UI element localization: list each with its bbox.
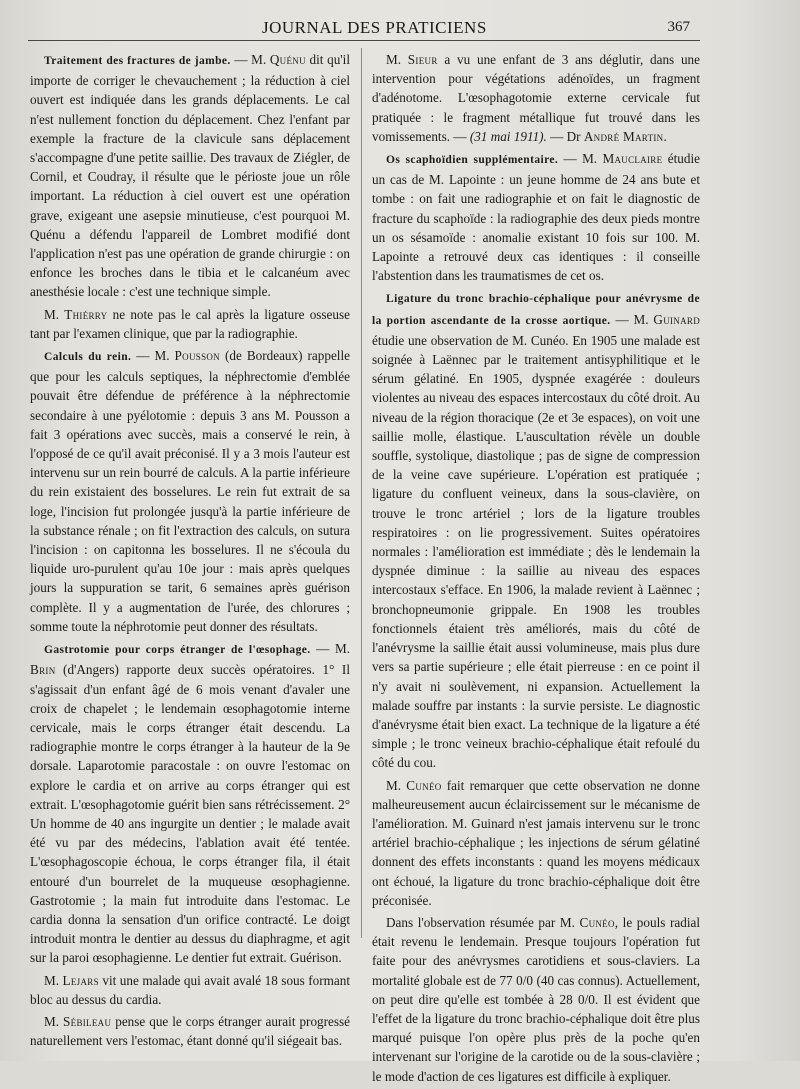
author-name: Quénu: [269, 52, 306, 67]
paragraph-observation: Dans l'observation résumée par M. Cunéo, le pouls radial était revenu le lendemain. Presque toujours l'opération fut faite pour des anévrysmes carotidiens et sous-claviers. La mortalité globale est de 77 0/0 (40 cas connus). Actuellement, on peut dire qu'elle est tombée à 28 0/0. Il est évident que l'effet de la ligature du tronc brachio-céphalique doit être plus marqué puisque l'on opère plus près de la poche qu'en intervenant sur l'origine de la carotide ou de la sous-clavière ; le mode d'action de ces ligatures est difficile à expliquer.: [372, 914, 700, 1084]
author-name: Sieur: [407, 52, 438, 67]
article-fractures-jambe: Traitement des fractures de jambe. — M. Quénu dit qu'il importe de corriger le chevauchement ; la réduction à ciel ouvert est indiquée dans les grands déplacements. Le cal n'est nullement fonction du déplacement. Chez l'enfant par exemple la fracture de la clavicule sans déplacement s'accompagne d'une petite saillie. Des travaux de Ziégler, de Cornil, et Coudray, il résulte que le périoste joue un rôle important. La réduction à ciel ouvert est une opération grave, exigeant une asepsie minutieuse, c'est pourquoi M. Quénu a défendu l'appareil de Lombret modifié dont l'application n'est pas une opération de grande chirurgie : on enfonce les broches dans le tibia et le calcanéum avec anesthésie locale : c'est une technique simple.: [30, 52, 350, 300]
paragraph-text: , le pouls radial était revenu le lendemain. Presque toujours l'opération fut faite pour des anévrysmes carotidiens et sous-claviers. La mortalité globale est de 77 0/0 (40 cas connus). Actuellement, on peut dire qu'elle est tombée à 28 0/0. Il est évident que l'effet de la ligature du tronc brachio-céphalique doit être plus marqué puisque l'on opère plus près de la poche qu'en intervenant sur l'origine de la carotide ou de la sous-clavière ; le mode d'action de ces ligatures est difficile à expliquer.: [372, 914, 700, 1084]
column-divider: [361, 48, 362, 938]
author-name: Guinard: [653, 311, 701, 327]
heading-os-scaphoidien: Os scaphoïdien supplémentaire.: [386, 154, 559, 167]
author-name: Mauclaire: [602, 151, 663, 167]
paragraph-text: pense que le corps étranger aurait progressé naturellement vers l'estomac, étant donné qu'il siégeait bas.: [30, 1013, 350, 1049]
paragraph-text: dit qu'il importe de corriger le chevauchement ; la réduction à ciel ouvert est indiquée dans les grands déplacements. Le cal n'est nullement fonction du déplacement. Chez l'enfant par exemple la fracture de la clavicule sans déplacement s'accompagne d'une petite saillie. Des travaux de Ziégler, de Cornil, et Coudray, il résulte que le périoste joue un rôle important. La réduction à ciel ouvert est une opération grave, exigeant une asepsie minutieuse, c'est pourquoi M. Quénu a défendu l'appareil de Lombret modifié dont l'application n'est pas une opération de grande chirurgie : on enfonce les broches dans le tibia et le calcanéum avec anesthésie locale : c'est une technique simple.: [30, 52, 350, 300]
author-name: Lejars: [62, 972, 99, 988]
author-name: Sébileau: [63, 1013, 112, 1029]
paragraph-text: (d'Angers) rapporte deux succès opératoires. 1° Il s'agissait d'un enfant âgé de 6 mois venant d'avaler une croix de chapelet ; le lendemain œsophagotomie interne cervicale, mais le corps étranger était descendu. La radiographie montre le corps étranger à la hauteur de la 9e dorsale. Laparotomie paracostale : on ouvre l'estomac on explore le cardia et on arrive au corps étranger qui est extrait. L'œsophagotomie guérit bien sans rétrécissement. 2° Un homme de 40 ans ingurgite un dentier ; le malade avait été vu par des médecins, l'ablation avait été tentée. L'œsophagoscopie échoua, le corps étranger fila, il était entouré d'un bourrelet de la muqueuse œsophagienne. Gastrotomie ; la main fut introduite dans l'estomac. Le cardia donna la sensation d'un orifice contracté. Le doigt introduit montra le dentier au dessus du diaphragme, et agit sur la paroi œsophagienne. Le dentier fut extrait. Guérison.: [30, 662, 350, 966]
article-os-scaphoidien: Os scaphoïdien supplémentaire. — M. Mauclaire étudie un cas de M. Lapointe : un jeune homme de 24 ans bute et tombe : on fait une radiographie et on fait le diagnostic de fracture du scaphoïde : la radiographie des deux pieds montre un os sésamoïde : anomalie existant 10 fois sur 100. M. Lapointe a retrouvé deux cas identiques : il conseille l'abstention dans les traumatismes de cet os.: [372, 151, 700, 284]
paragraph-text: ne note pas le cal après la ligature osseuse tant par l'examen clinique, que par la radiographie.: [30, 306, 350, 341]
paragraph-sebileau: M. Sébileau pense que le corps étranger aurait progressé naturellement vers l'estomac, étant donné qu'il siégeait bas.: [30, 1013, 350, 1049]
paragraph-cuneo-remark: M. Cunéo fait remarquer que cette observation ne donne malheureusement aucun éclaircissement sur le mécanisme de l'amélioration. M. Guinard n'est jamais intervenu sur le tronc artériel brachio-céphalique ; les injections de sérum gélatiné donnent des effets inconstants : quand les moyens médicaux ont échoué, la ligature du tronc brachio-céphalique doit être préconisée.: [372, 777, 700, 908]
header-rule: [28, 40, 700, 41]
heading-gastrotomie: Gastrotomie pour corps étranger de l'œsophage.: [44, 644, 311, 657]
paragraph-sieur: M. Sieur a vu une enfant de 3 ans déglutir, dans une intervention pour végétations adénoïdes, un fragment d'adénotome. L'œsophagotomie externe cervicale fut pratiquée : le fragment métallique fut trouvé dans les vomissements. — (31 mai 1911). — Dr André Martin.: [372, 52, 700, 144]
signature: André Martin.: [583, 128, 668, 144]
paragraph-text: vit une malade qui avait avalé 18 sous formant bloc au dessus du cardia.: [30, 972, 350, 1007]
right-column: [372, 50, 700, 1089]
paragraph-text: étudie un cas de M. Lapointe : un jeune homme de 24 ans bute et tombe : on fait une radiographie et on fait le diagnostic de fracture du scaphoïde : la radiographie des deux pieds montre un os sésamoïde : anomalie existant 10 fois sur 100. M. Lapointe a retrouvé deux cas identiques : il conseille l'abstention dans les traumatismes de cet os.: [372, 151, 700, 284]
paragraph-thierry: M. Thiérry ne note pas le cal après la ligature osseuse tant par l'examen clinique, que par la radiographie.: [30, 306, 350, 341]
paragraph-lejars: M. Lejars vit une malade qui avait avalé 18 sous formant bloc au dessus du cardia.: [30, 972, 350, 1007]
author-name: Brin: [30, 662, 56, 678]
paragraph-text: étudie une observation de M. Cunéo. En 1905 une malade est soignée à Laënnec par le traitement antisyphilitique et le sérum gélatiné. En 1905, dyspnée exagérée : douleurs violentes au niveau des espaces intercostaux du côté droit. Au niveau de la région thoracique (2e et 3e espaces), on voit une saillie molle, élastique. L'auscultation révèle un double souffle, systolique, diastolique ; pas de signe de compression de la veine cave supérieure. L'opération est pratiquée ; ligature du confluent veineux, dans la sous-clavière, on trouve le tronc artériel ; lors de la ligature troubles respiratoires : on lie progressivement. Suites opératoires normales : l'amélioration est immédiate ; dès le lendemain la dyspnée diminue : la saillie au niveau des espaces intercostaux s'efface. En 1906, la malade revient à Laënnec ; bronchopneumonie grippale. En 1908 les troubles fonctionnels étaient très améliorés, mais du côté de l'anévrysme la saillie était aussi volumineuse, mais plus dure vers sa partie supérieure ; elle était pierreuse : en ce point il n'y avait ni soulèvement, ni expansion. Actuellement la malade souffre par instants : la survie persiste. Le diagnostic d'anévrysme était bien exact. La technique de la ligature a été simple ; le tronc veineux brachio-céphalique était refoulé du côté du cou.: [372, 332, 700, 771]
left-column: [30, 50, 350, 1053]
author-name: Cunéo: [406, 777, 442, 793]
author-name: Thiérry: [64, 306, 108, 322]
heading-ligature-tronc: Ligature du tronc brachio-céphalique pour anévrysme de la portion ascendante de la crosse aortique.: [372, 293, 700, 327]
journal-title: JOURNAL DES PRATICIENS: [262, 18, 487, 37]
page-number: 367: [667, 19, 690, 35]
heading-fractures-jambe: Traitement des fractures de jambe.: [44, 55, 231, 67]
article-gastrotomie: Gastrotomie pour corps étranger de l'œsophage. — M. Brin (d'Angers) rapporte deux succès opératoires. 1° Il s'agissait d'un enfant âgé de 6 mois venant d'avaler une croix de chapelet ; le lendemain œsophagotomie interne cervicale, mais le corps étranger était descendu. La radiographie montre le corps étranger à la hauteur de la 9e dorsale. Laparotomie paracostale : on ouvre l'estomac on explore le cardia et on arrive au corps étranger qui est extrait. L'œsophagotomie guérit bien sans rétrécissement. 2° Un homme de 40 ans ingurgite un dentier ; le malade avait été vu par des médecins, l'ablation avait été tentée. L'œsophagoscopie échoua, le corps étranger fila, il était entouré d'un bourrelet de la muqueuse œsophagienne. Gastrotomie ; la main fut introduite dans l'estomac. Le cardia donna la sensation d'un orifice contracté. Le doigt introduit montra le dentier au dessus du diaphragme, et agit sur la paroi œsophagienne. Le dentier fut extrait. Guérison.: [30, 641, 350, 966]
paragraph-text: fait remarquer que cette observation ne donne malheureusement aucun éclaircissement sur le mécanisme de l'amélioration. M. Guinard n'est jamais intervenu sur le tronc artériel brachio-céphalique ; les injections de sérum gélatiné donnent des effets inconstants : quand les moyens médicaux ont échoué, la ligature du tronc brachio-céphalique doit être préconisée.: [372, 777, 700, 908]
author-name: Cunéo: [579, 914, 615, 930]
paragraph-text: a vu une enfant de 3 ans déglutir, dans une intervention pour végétations adénoïdes, un fragment d'adénotome. L'œsophagotomie externe cervicale fut pratiquée : le fragment métallique fut trouvé dans les vomissements. —: [372, 52, 700, 144]
paragraph-text: (de Bordeaux) rappelle que pour les calculs septiques, la néphrectomie d'emblée pouvait être défendue de préférence à la néphrectomie secondaire à une pyélotomie : depuis 3 ans M. Pousson a fait 3 opérations avec succès, mais a conservé le rein, à l'opposé de ce qu'il avait préconisé. Il y a 3 mois l'auteur est intervenu sur un rein bourré de calculs. A la partie inférieure du rein existaient des bosselures. Le rein fut extrait de sa loge, l'incision fut prolongée jusqu'à la partie inférieure de la substance rénale ; on fit l'extraction des calculs, on sutura l'incision : on capitonna les bosselures. Il ne s'écoula du liquide uro-purulent qu'au 10e jour : mais après quelques jours la suppuration se tarit, 6 semaines après guérison complète. Il y a augmentation de l'urée, des chlorures ; somme toute la néphrotomie peut donner des résultats.: [30, 348, 350, 634]
session-date: (31 mai 1911).: [469, 128, 547, 144]
author-name: Pousson: [174, 348, 220, 364]
heading-calculs-rein: Calculs du rein.: [44, 351, 132, 364]
article-calculs-rein: Calculs du rein. — M. Pousson (de Bordeaux) rappelle que pour les calculs septiques, la néphrectomie d'emblée pouvait être défendue de préférence à la néphrectomie secondaire à une pyélotomie : depuis 3 ans M. Pousson a fait 3 opérations avec succès, mais a conservé le rein, à l'opposé de ce qu'il avait préconisé. Il y a 3 mois l'auteur est intervenu sur un rein bourré de calculs. A la partie inférieure du rein existaient des bosselures. Le rein fut extrait de sa loge, l'incision fut prolongée jusqu'à la partie inférieure de la substance rénale ; on fit l'extraction des calculs, on sutura l'incision : on capitonna les bosselures. Il ne s'écoula du liquide uro-purulent qu'au 10e jour : mais après quelques jours la suppuration se tarit, 6 semaines après guérison complète. Il y a augmentation de l'urée, des chlorures ; somme toute la néphrotomie peut donner des résultats.: [30, 348, 350, 634]
article-ligature-tronc: Ligature du tronc brachio-céphalique pour anévrysme de la portion ascendante de la crosse aortique. — M. Guinard étudie une observation de M. Cunéo. En 1905 une malade est soignée à Laënnec par le traitement antisyphilitique et le sérum gélatiné. En 1905, dyspnée exagérée : douleurs violentes au niveau des espaces intercostaux du côté droit. Au niveau de la région thoracique (2e et 3e espaces), on voit une saillie molle, élastique. L'auscultation révèle un double souffle, systolique, diastolique ; pas de signe de compression de la veine cave supérieure. L'opération est pratiquée ; ligature du confluent veineux, dans la sous-clavière, on trouve le tronc artériel ; lors de la ligature troubles respiratoires : on lie progressivement. Suites opératoires normales : l'amélioration est immédiate ; dès le lendemain la dyspnée diminue : la saillie au niveau des espaces intercostaux s'efface. En 1906, la malade revient à Laënnec ; bronchopneumonie grippale. En 1908 les troubles fonctionnels étaient très améliorés, mais du côté de l'anévrysme la saillie était aussi volumineuse, mais plus dure vers sa partie supérieure ; elle était pierreuse : en ce point il n'y avait ni soulèvement, ni expansion. Actuellement la malade souffre par instants : la survie persiste. Le diagnostic d'anévrysme était bien exact. La technique de la ligature a été simple ; le tronc veineux brachio-céphalique était refoulé du côté du cou.: [372, 293, 701, 771]
